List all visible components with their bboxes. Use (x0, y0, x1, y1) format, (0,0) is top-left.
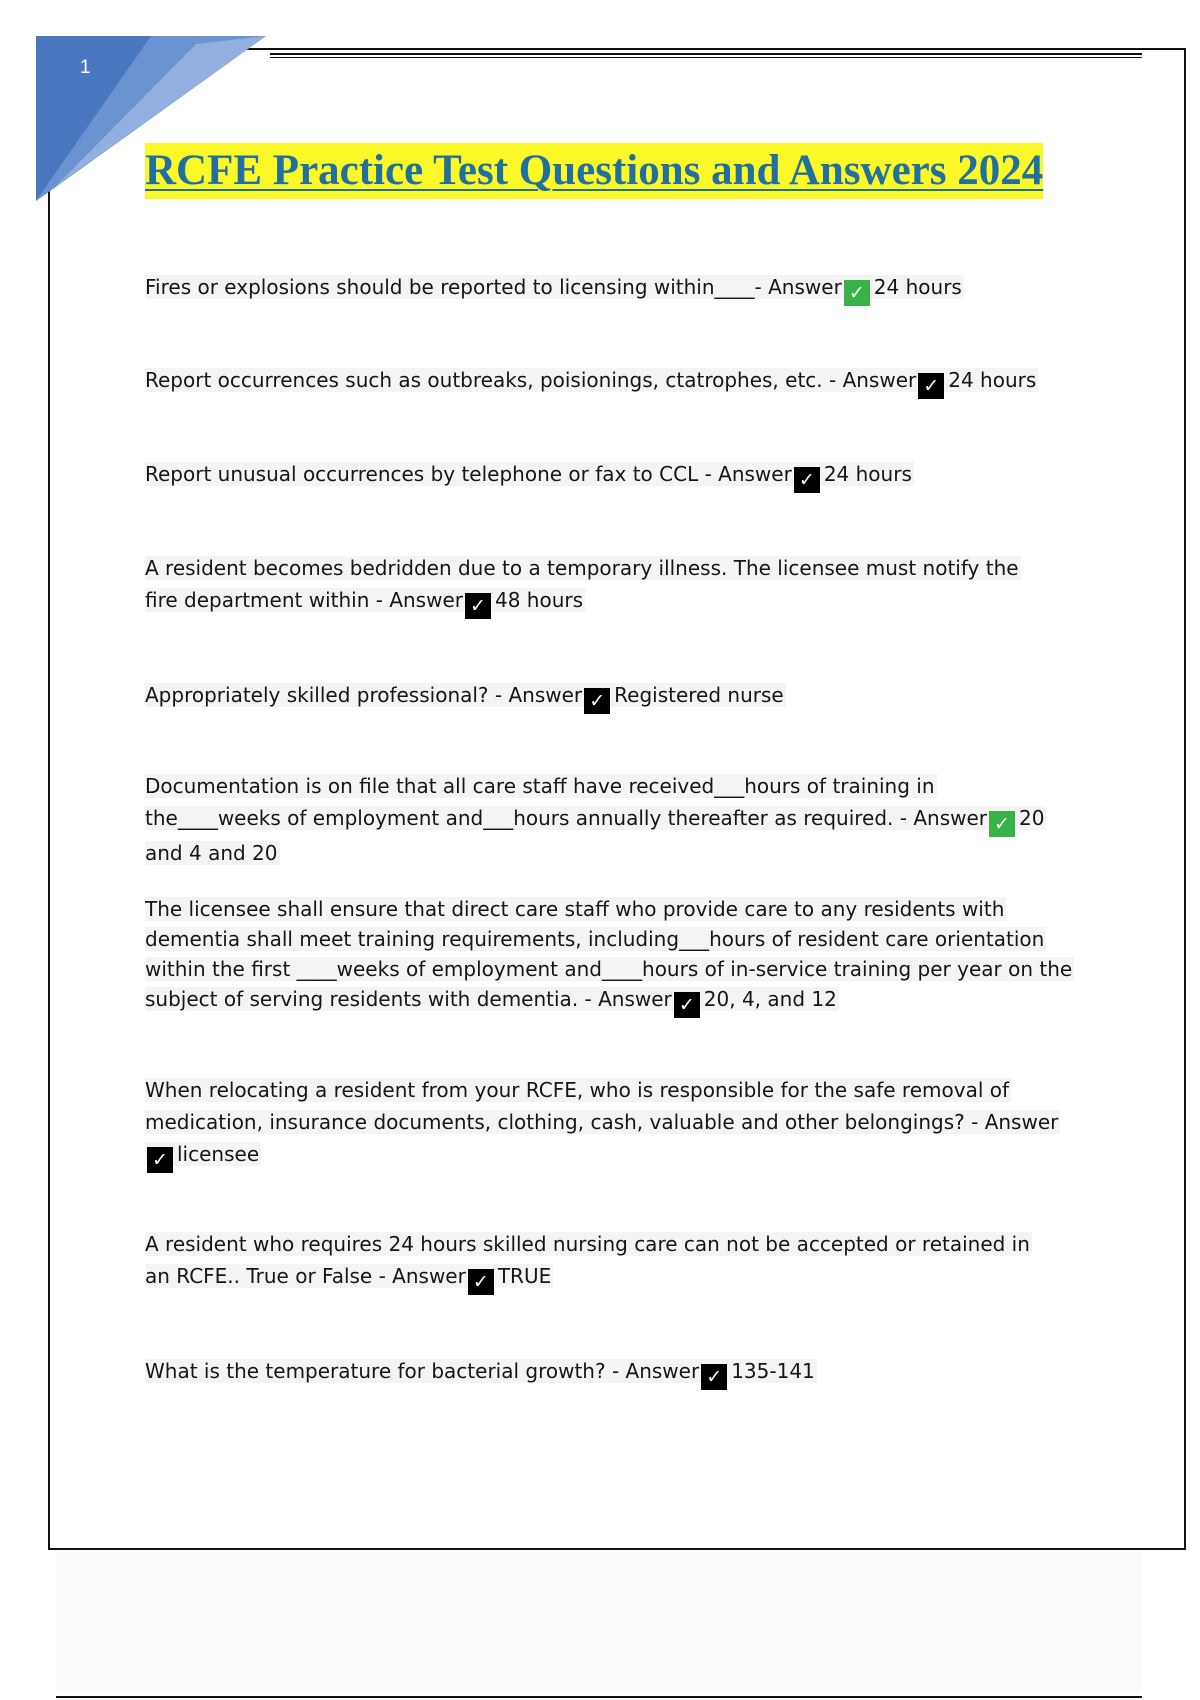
answer-blank: ____ (714, 275, 755, 299)
question-9: A resident who requires 24 hours skilled nursing care can not be accepted or retained in an RCFE.. True or False - Answer ✓ TRUE (145, 1232, 1030, 1293)
answer-text: TRUE (497, 1264, 552, 1288)
answer-blank: ___ (714, 774, 745, 798)
checkmark-icon: ✓ (794, 467, 820, 493)
document-title: RCFE Practice Test Questions and Answers 2024 (145, 143, 1043, 199)
question-10: What is the temperature for bacterial growth? - Answer ✓ 135-141 (145, 1359, 815, 1388)
page-number: 1 (80, 57, 91, 78)
answer-label: Answer (392, 1264, 466, 1288)
answer-label: Answer (768, 275, 842, 299)
question-8: When relocating a resident from your RCFE, who is responsible for the safe removal of medication, insurance documents, clothing, cash, valuable and other belongings? - Answer✓ licensee (145, 1078, 1059, 1171)
answer-blank: ___ (483, 806, 514, 830)
checkmark-icon: ✓ (701, 1364, 727, 1390)
checkmark-icon: ✓ (674, 992, 700, 1018)
question-3: Report unusual occurrences by telephone or fax to CCL - Answer ✓ 24 hours (145, 462, 912, 491)
answer-label: Answer (842, 368, 917, 392)
answer-blank: ____ (296, 957, 337, 981)
answer-text: 24 hours (823, 462, 912, 486)
green-checkmark-icon: ✓ (989, 811, 1015, 837)
answer-label: Answer (984, 1110, 1059, 1134)
next-page-area (56, 1552, 1142, 1692)
question-5: Appropriately skilled professional? - Answer ✓ Registered nurse (145, 683, 784, 712)
answer-blank: ____ (177, 806, 218, 830)
green-checkmark-icon: ✓ (844, 280, 870, 306)
checkmark-icon: ✓ (468, 1269, 494, 1295)
answer-text: 20 and 4 and 20 (145, 806, 1045, 865)
answer-text: Registered nurse (614, 683, 784, 707)
answer-text: 48 hours (495, 588, 584, 612)
answer-label: Answer (625, 1359, 700, 1383)
answer-text: 135-141 (731, 1359, 815, 1383)
question-4: A resident becomes bedridden due to a temporary illness. The licensee must notify the fire department within - Answer ✓ 48 hours (145, 556, 1019, 617)
answer-label: Answer (718, 462, 792, 486)
answer-text: 24 hours (873, 275, 962, 299)
question-7: The licensee shall ensure that direct care staff who provide care to any residents with dementia shall meet training requirements, including___hours of resident care orientation within the first ____weeks of employment and____hours of in-service training per year on the subject of serving residents with dementia. - Answer ✓ 20, 4, and 12 (145, 897, 1073, 1016)
question-6: Documentation is on file that all care staff have received___hours of training in the____weeks of employment and___hours annually thereafter as required. - Answer ✓ 20 and 4 and 20 (145, 774, 1045, 865)
answer-label: Answer (913, 806, 988, 830)
question-2: Report occurrences such as outbreaks, poisionings, ctatrophes, etc. - Answer ✓ 24 hours (145, 368, 1037, 397)
answer-label: Answer (389, 588, 463, 612)
answer-text: 20, 4, and 12 (703, 987, 837, 1011)
answer-text: 24 hours (948, 368, 1037, 392)
answer-blank: ___ (679, 927, 710, 951)
question-1: Fires or explosions should be reported to licensing within____- Answer ✓ 24 hours (145, 275, 962, 304)
answer-label: Answer (508, 683, 583, 707)
checkmark-icon: ✓ (918, 373, 944, 399)
answer-label: Answer (598, 987, 672, 1011)
checkmark-icon: ✓ (147, 1147, 173, 1173)
checkmark-icon: ✓ (465, 593, 491, 619)
checkmark-icon: ✓ (584, 688, 610, 714)
answer-text: licensee (177, 1142, 260, 1166)
answer-blank: ____ (602, 957, 643, 981)
header-rule (270, 53, 1142, 58)
next-page-header-rule (56, 1696, 1142, 1698)
